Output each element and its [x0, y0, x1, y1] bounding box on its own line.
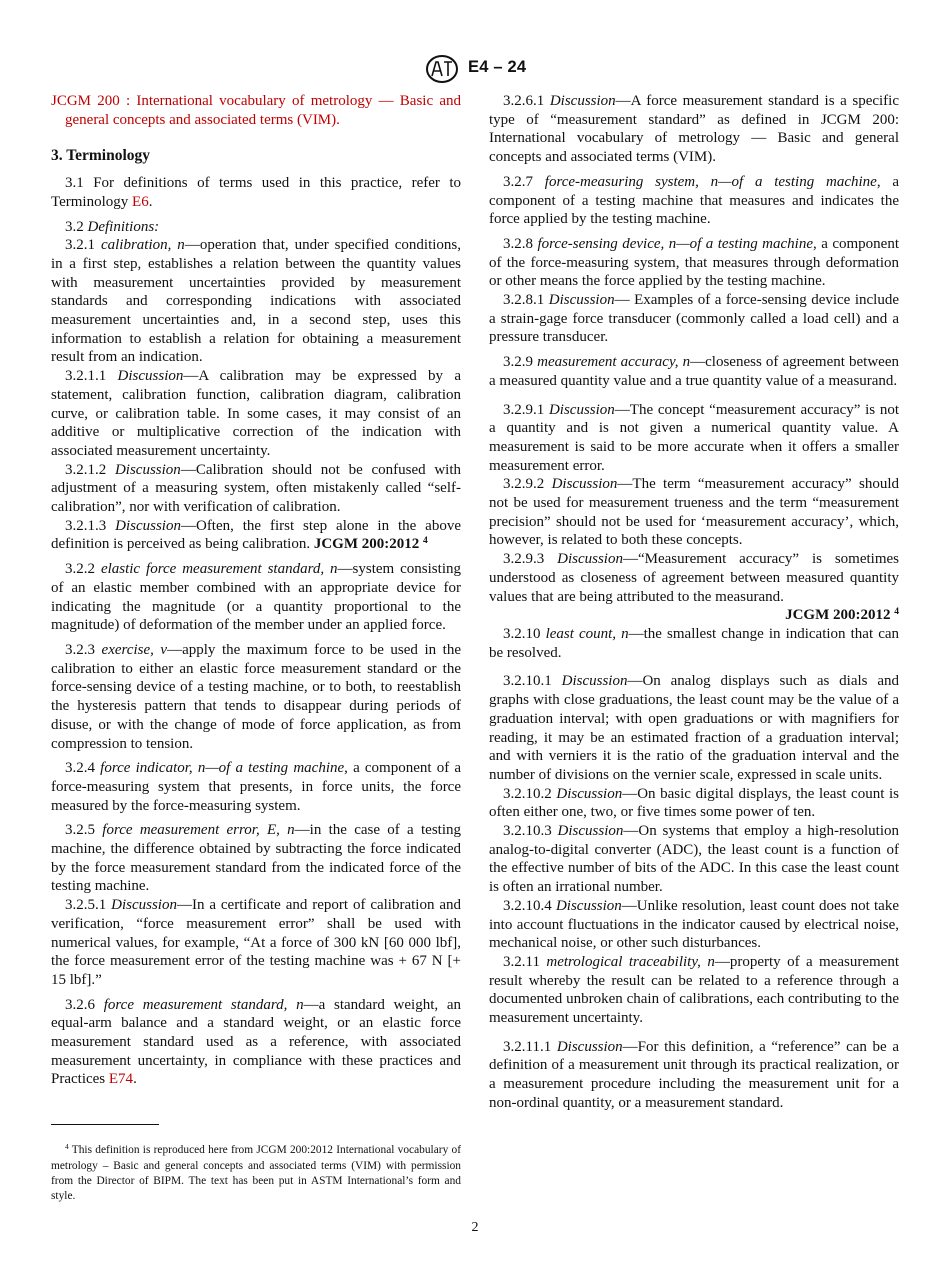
para-3-2-4: 3.2.4 force indicator, n—of a testing machine, a component of a force-measuring system that presents, in force units, the force measured by the force-measuring system.: [51, 760, 462, 814]
para-3-2-6: 3.2.6 force measurement standard, n—a standard weight, an equal-arm balance and a standard weight, or an elastic force measurement standard used as a reference, with associated measurement uncertainty, in compliance with these practices and Practices E74.: [51, 996, 461, 1088]
para-3-2-10-4: 3.2.10.4 Discussion—Unlike resolution, least count does not take into account fluctuations in the indicator caused by electrical noise, mechanical noise, or other such disturbances.: [489, 897, 900, 952]
para-3-2-1-1: 3.2.1.1 Discussion—A calibration may be expressed by a statement, calibration function, calibration diagram, calibration curve, or calibration table. In some cases, it may consist of an additive or multiplicative correction of the indication with associated measurement uncertainty.: [51, 368, 461, 459]
para-3-2-5-1: 3.2.5.1 Discussion—In a certificate and report of calibration and verification, “force measurement error” shall be used with numerical values, for example, “At a force of 300 kN [60 000 lbf], the force measurement error of the testing machine was + 67 N [+ 15 lbf].”: [51, 897, 462, 988]
source-citation-right: JCGM 200:2012 $^4$: [785, 607, 899, 624]
page-header: [0, 54, 950, 84]
para-3-2-10-2: 3.2.10.2 Discussion—On basic digital displays, the least count is often either one, two, or five times some power of ten.: [489, 785, 899, 821]
para-3-2-1: 3.2.1 calibration, n—operation that, under specified conditions, in a first step, establishes a relation between the quantity values with measurement uncertainties provided by measurement standards and corresponding indications with associated measurement uncertainties and, in a second step, uses this information to establish a relation for obtaining a measurement result from an indication.: [51, 237, 462, 366]
footnote-divider: [51, 1124, 159, 1125]
para-3-2-10-1: 3.2.10.1 Discussion—On analog displays such as dials and graphs with close graduations, the least count may be the value of a graduation interval; with open graduations or with magnifiers for reading, it may be an estimated fraction of a graduation interval; and with verniers it is the ratio of the graduation interval and the number of divisions on the vernier scale, expressed in scale units.: [489, 673, 900, 783]
para-3-2: 3.2 Definitions:: [65, 218, 160, 235]
para-3-2-9: 3.2.9 measurement accuracy, n—closeness of agreement between a measured quantity value and a true quantity value of a measurand.: [489, 354, 899, 389]
para-3-2-8: 3.2.8 force-sensing device, n—of a testing machine, a component of the force-measuring system, that measures through deformation or other means the force applied by the testing machine.: [489, 235, 900, 290]
para-3-2-2: 3.2.2 elastic force measurement standard, n—system consisting of an elastic member combined with an appropriate device for indicating the magnitude (or a quantity proportional to the magnitude) of deformation of the member under an applied force.: [51, 561, 461, 634]
link-e6[interactable]: E6: [132, 193, 149, 210]
reference-code[interactable]: JCGM 200: [51, 93, 120, 109]
astm-logo-icon: [424, 54, 460, 84]
para-3-2-5: 3.2.5 force measurement error, E, n—in the case of a testing machine, the difference obtained by subtracting the force indicated by the force measurement standard from the indicated force of the testing machine.: [51, 822, 461, 895]
footnote-ref[interactable]: 4: [894, 607, 899, 618]
para-3-1: 3.1 For definitions of terms used in this practice, refer to Terminology E6.: [51, 175, 461, 210]
footnote-4: $^4$ This definition is reproduced here from JCGM 200:2012 International vocabulary of metrology – Basic and general concepts and associated terms (VIM) with permission from the Director of BIPM. The text has been put in ASTM International’s form and style.: [51, 1142, 461, 1202]
para-3-2-11-1: 3.2.11.1 Discussion—For this definition, a “reference” can be a definition of a measurement unit through its practical realization, or a measurement procedure including the measurement unit for a non-ordinal quantity, or a measurement standard.: [489, 1038, 899, 1111]
para-3-2-7: 3.2.7 force-measuring system, n—of a testing machine, a component of a testing machine that measures and indicates the force applied by the testing machine.: [489, 173, 899, 228]
page-number: 2: [471, 1220, 479, 1235]
para-3-2-3: 3.2.3 exercise, v—apply the maximum force to be used in the calibration to either an elastic force measurement standard or the force-sensing device of a testing machine, or to both, to reestablish the hysteresis pattern that tends to disappear during periods of disuse, or with the change of mode of force application, as from compression to tension.: [51, 641, 461, 752]
para-3-2-11: 3.2.11 metrological traceability, n—property of a measurement result whereby the result can be related to a reference through a documented unbroken chain of calibrations, each contributing to the measurement uncertainty.: [489, 953, 899, 1027]
para-3-2-9-3: 3.2.9.3 Discussion—“Measurement accuracy” is sometimes understood as closeness of agreement between measured quantity values that are being attributed to the measurand.: [489, 551, 899, 605]
section-heading: 3. Terminology: [51, 147, 151, 165]
document-id: E4 – 24: [468, 58, 527, 76]
source-citation: JCGM 200:2012: [313, 536, 420, 553]
para-3-2-6-1: 3.2.6.1 Discussion—A force measurement standard is a specific type of “measurement standard” as defined in JCGM 200: International vocabulary of metrology — Basic and general concepts and associated terms (VIM).: [489, 93, 899, 166]
link-e74[interactable]: E74: [108, 1071, 134, 1088]
footnote-ref[interactable]: 4: [423, 536, 428, 547]
para-3-2-8-1: 3.2.8.1 Discussion— Examples of a force-sensing device include a strain-gage force transducer (commonly called a load cell) and a pressure transducer.: [489, 292, 899, 346]
para-3-2-1-2: 3.2.1.2 Discussion—Calibration should not be confused with adjustment of a measuring system, often mistakenly called “self-calibration”, nor with verification of calibration.: [51, 461, 461, 516]
right-column: [489, 92, 899, 1113]
reference-title[interactable]: : International vocabulary of metrology — Basic and general concepts and associated terms (VIM).: [65, 93, 461, 128]
para-3-2-10-3: 3.2.10.3 Discussion—On systems that employ a high-resolution analog-to-digital converter (ADC), the least count is a function of the effective number of bits of the ADC. In this case the least count is often an irrational number.: [489, 823, 899, 896]
para-3-2-1-3: 3.2.1.3 Discussion—Often, the first step alone in the above definition is perceived as being calibration. JCGM 200:2012 $^4$: [51, 517, 461, 553]
para-3-2-9-2: 3.2.9.2 Discussion—The term “measurement accuracy” should not be used for measurement trueness and the term “measurement precision” should not be used for ‘measurement accuracy’, which, however, is related to both these concepts.: [489, 476, 899, 549]
left-column: [51, 92, 461, 1089]
para-3-2-9-1: 3.2.9.1 Discussion—The concept “measurement accuracy” is not a quantity and is not given a numerical quantity value. A measurement is said to be more accurate when it offers a smaller measurement error.: [489, 401, 899, 474]
reference-jcgm[interactable]: [51, 92, 461, 129]
para-3-2-10: 3.2.10 least count, n—the smallest change in indication that can be resolved.: [489, 625, 900, 661]
